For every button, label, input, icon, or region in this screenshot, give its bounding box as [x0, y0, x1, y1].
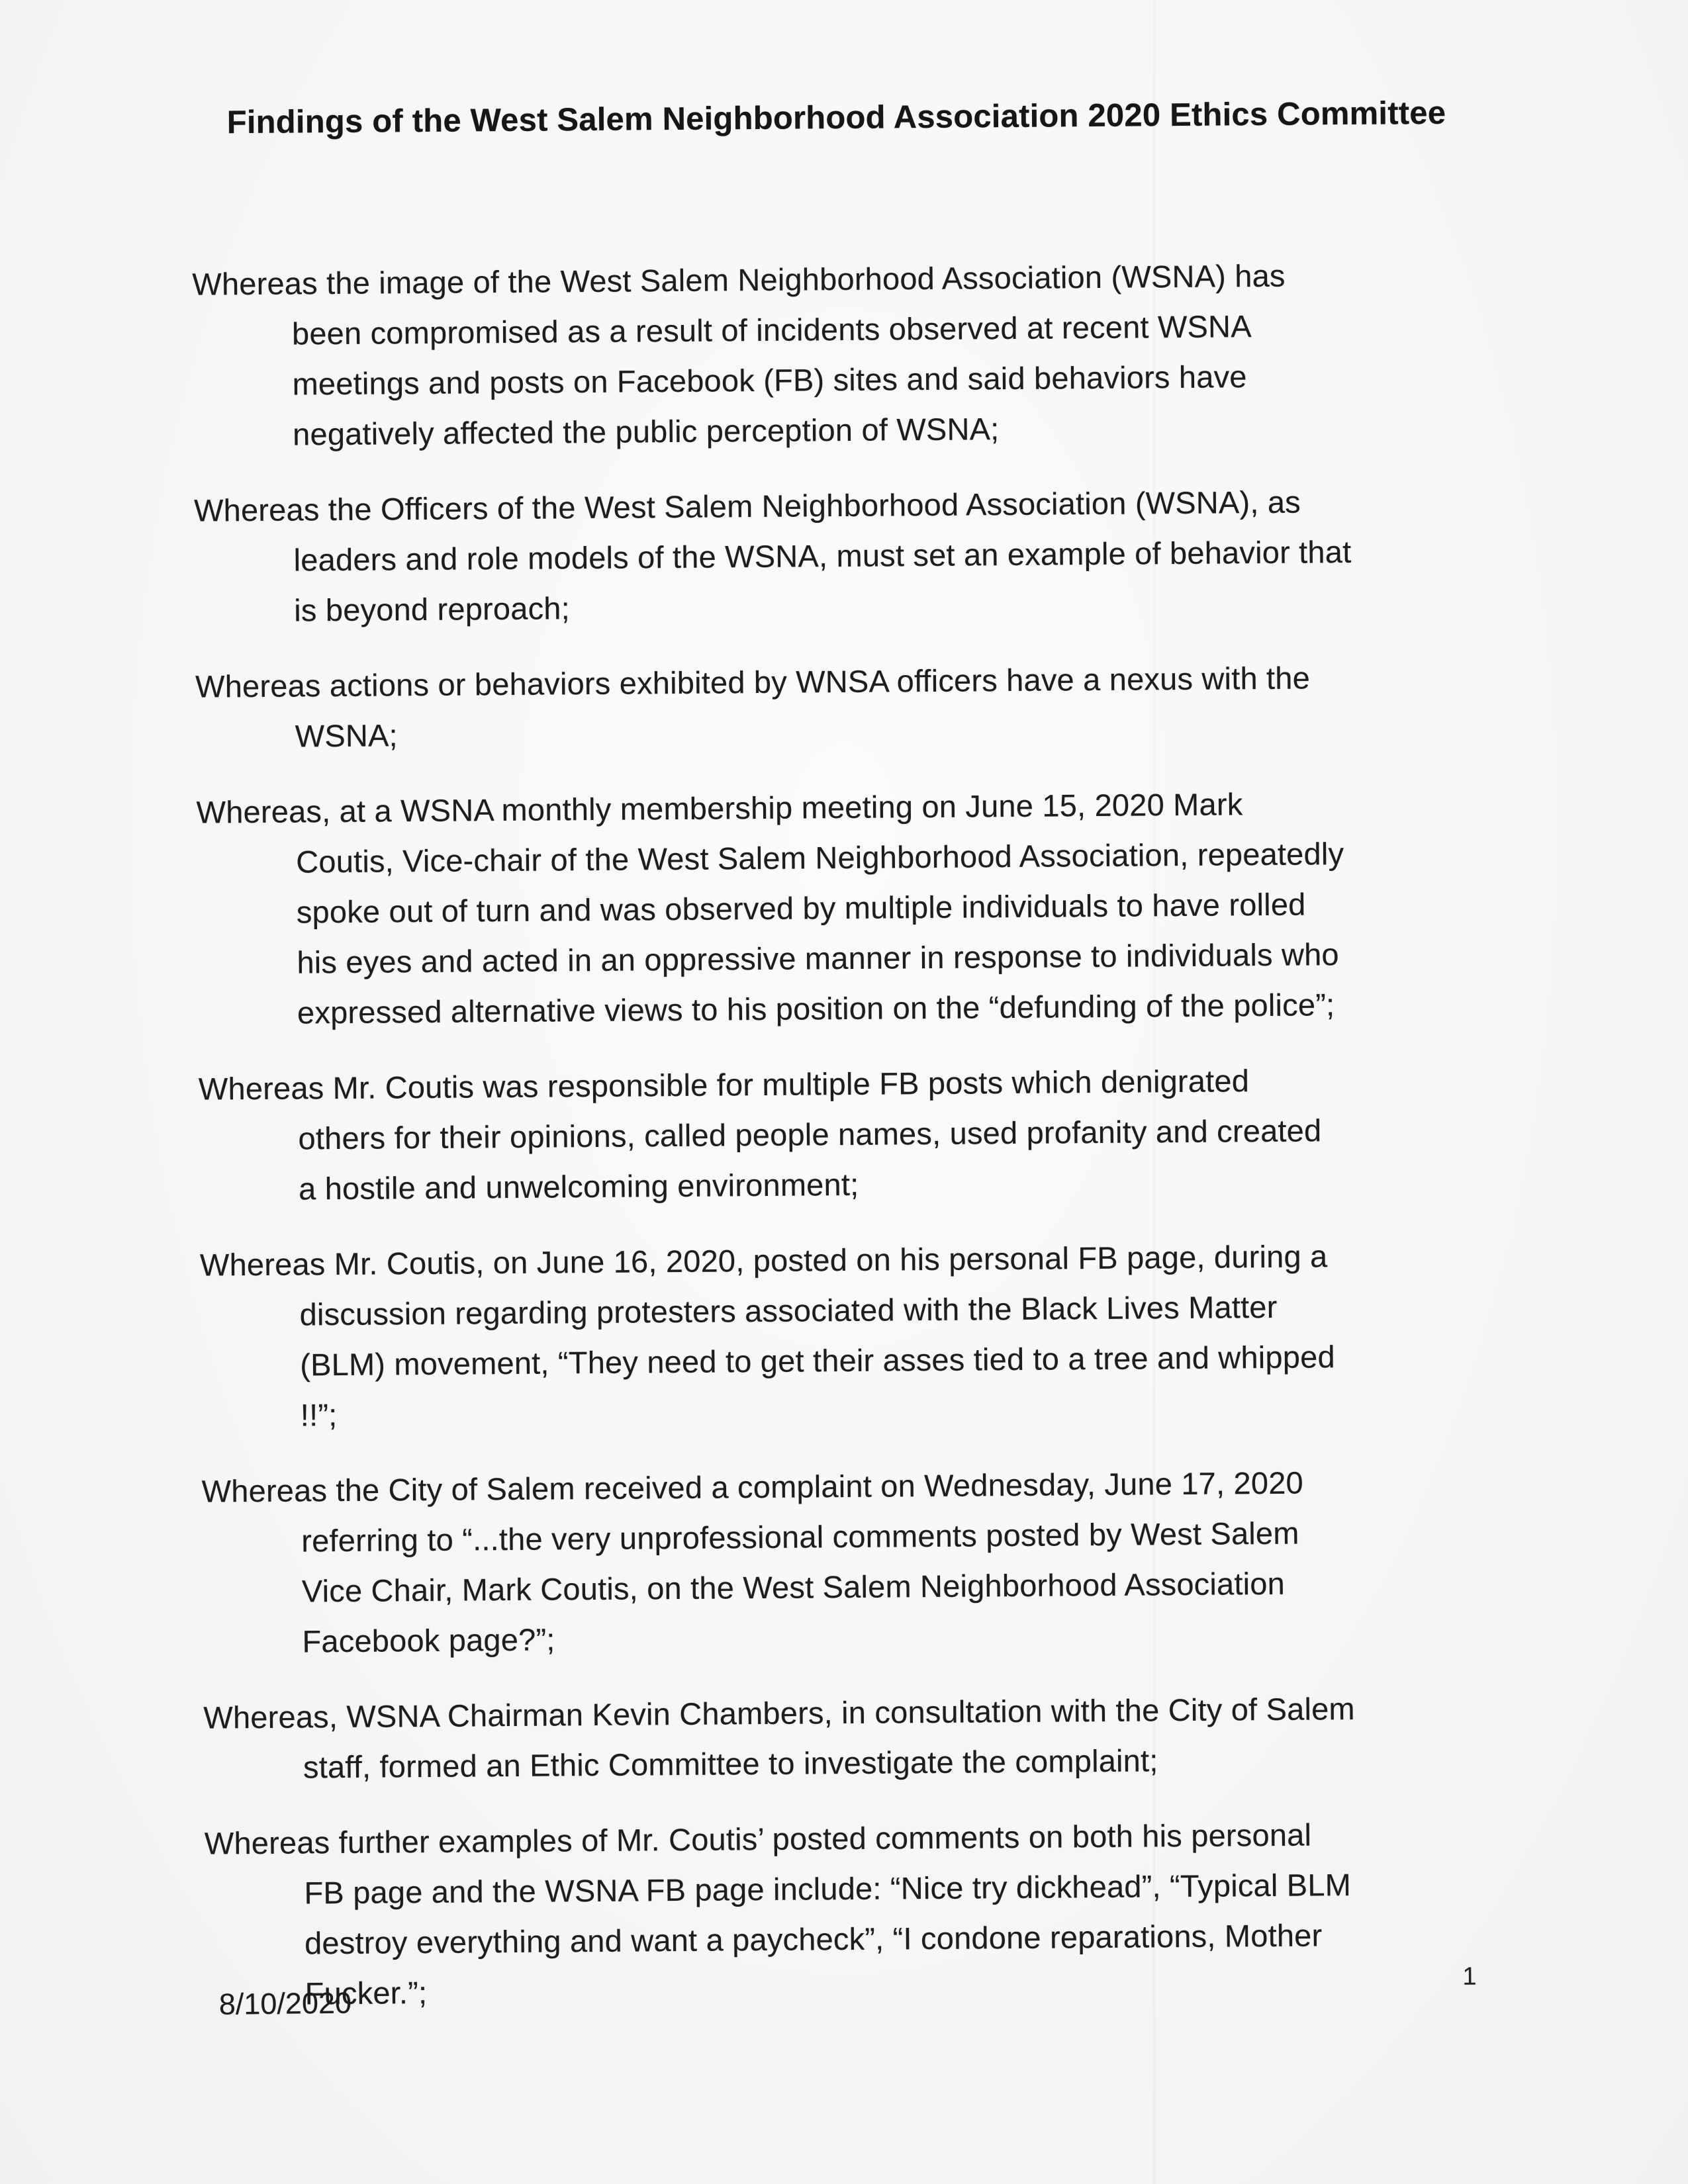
- document-title: Findings of the West Salem Neighborhood Association 2020 Ethics Committee: [226, 95, 1446, 141]
- whereas-paragraph: Whereas the image of the West Salem Neighborhood Association (WSNA) has been compromised as a result of incidents observed at recent WSNA meetings and posts on Facebook (FB) sites and said behaviors have negatively affected the public perception of WSNA;: [192, 257, 1286, 452]
- whereas-clauses-section: [192, 249, 1543, 2020]
- whereas-paragraph: Whereas, at a WSNA monthly membership meeting on June 15, 2020 Mark Coutis, Vice-chair of the West Salem Neighborhood Association, repeatedly spoke out of turn and was observed by multiple individuals to have rolled his eyes and acted in an oppressive manner in response to individuals who expressed alternative views to his position on the “defunding of the police”;: [196, 786, 1344, 1030]
- whereas-paragraph: Whereas actions or behaviors exhibited by WNSA officers have a nexus with the WSNA;: [195, 660, 1311, 754]
- whereas-paragraph: Whereas, WSNA Chairman Kevin Chambers, in consultation with the City of Salem staff, formed an Ethic Committee to investigate the complaint;: [203, 1690, 1355, 1785]
- footer-date: 8/10/2020: [218, 1985, 352, 2021]
- whereas-paragraph: Whereas the City of Salem received a complaint on Wednesday, June 17, 2020 referring to “...the very unprofessional comments posted by West Salem Vice Chair, Mark Coutis, on the West Salem Neighborhood Association Facebook page?”;: [201, 1465, 1304, 1659]
- page-number: 1: [1462, 1962, 1477, 1991]
- whereas-paragraph: Whereas Mr. Coutis, on June 16, 2020, posted on his personal FB page, during a discussion regarding protesters associated with the Black Lives Matter (BLM) movement, “They need to get their asses tied to a tree and whipped !!”;: [199, 1238, 1335, 1433]
- whereas-paragraph: Whereas Mr. Coutis was responsible for multiple FB posts which denigrated others for their opinions, called people names, used profanity and created a hostile and unwelcoming environment;: [198, 1063, 1322, 1206]
- whereas-paragraph: Whereas further examples of Mr. Coutis’ posted comments on both his personal FB page and the WSNA FB page include: “Nice try dickhead”, “Typical BLM destroy everything and want a paycheck”, “I condone reparations, Mother Fucker.”;: [204, 1817, 1352, 2011]
- whereas-paragraph: Whereas the Officers of the West Salem Neighborhood Association (WSNA), as leaders and role models of the WSNA, must set an example of behavior that is beyond reproach;: [193, 484, 1352, 628]
